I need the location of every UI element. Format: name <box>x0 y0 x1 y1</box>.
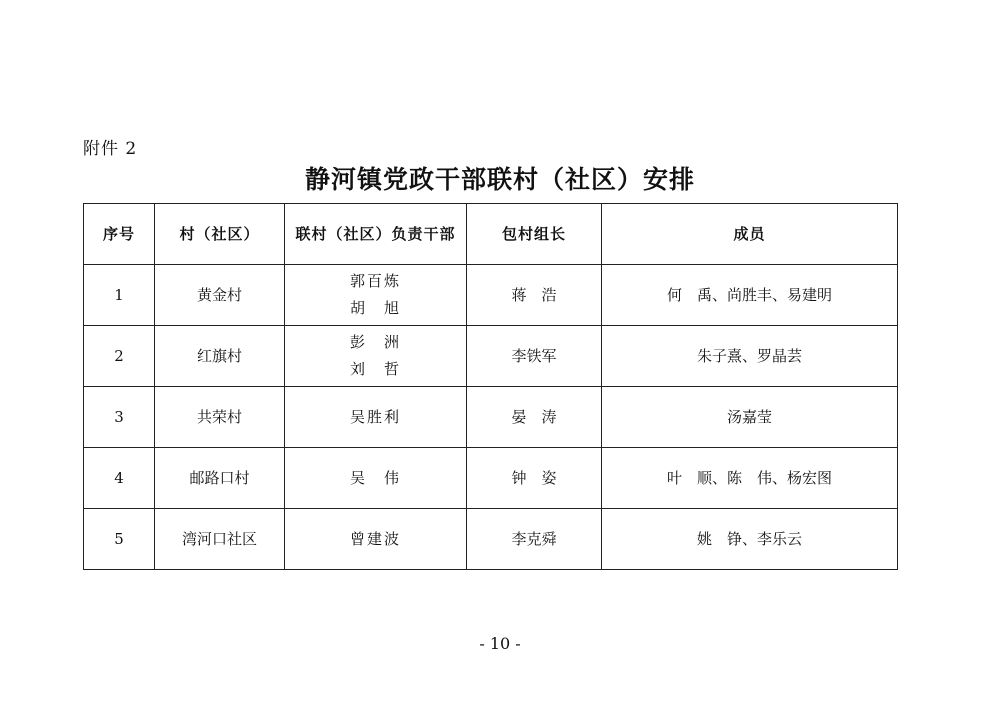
cell-responsible-cadre <box>285 448 467 509</box>
header-group-leader: 包村组长 <box>467 204 602 265</box>
cadre-name: 刘 哲 <box>349 360 401 378</box>
cell-members: 朱子熹、罗晶芸 <box>602 326 898 387</box>
table-row <box>84 509 898 570</box>
cadre-name: 吴 伟 <box>349 468 401 487</box>
cell-group-leader: 李克舜 <box>467 509 602 570</box>
document-title: 静河镇党政干部联村（社区）安排 <box>304 165 695 194</box>
cell-serial-number: 3 <box>84 387 155 448</box>
cell-village: 邮路口村 <box>155 448 285 509</box>
cell-village: 湾河口社区 <box>155 509 285 570</box>
header-serial-number: 序号 <box>84 204 155 265</box>
cadre-name: 吴胜利 <box>349 407 401 426</box>
cell-serial-number: 1 <box>84 265 155 326</box>
cell-responsible-cadre <box>285 387 467 448</box>
header-responsible-cadre: 联村（社区）负责干部 <box>285 204 467 265</box>
cell-village: 红旗村 <box>155 326 285 387</box>
cell-members: 何 禹、尚胜丰、易建明 <box>602 265 898 326</box>
cell-members: 叶 顺、陈 伟、杨宏图 <box>602 448 898 509</box>
header-members: 成员 <box>602 204 898 265</box>
table-row <box>84 265 898 326</box>
cell-village: 共荣村 <box>155 387 285 448</box>
table-row <box>84 448 898 509</box>
cell-village: 黄金村 <box>155 265 285 326</box>
cell-group-leader: 钟 姿 <box>467 448 602 509</box>
cell-serial-number: 2 <box>84 326 155 387</box>
cell-members: 姚 铮、李乐云 <box>602 509 898 570</box>
cadre-name: 郭百炼 <box>349 272 401 290</box>
cell-responsible-cadre <box>285 509 467 570</box>
cell-group-leader: 李铁军 <box>467 326 602 387</box>
cell-serial-number: 4 <box>84 448 155 509</box>
cell-group-leader: 蒋 浩 <box>467 265 602 326</box>
attachment-label: 附件 2 <box>83 139 138 159</box>
cell-serial-number: 5 <box>84 509 155 570</box>
cell-members: 汤嘉莹 <box>602 387 898 448</box>
header-village: 村（社区） <box>155 204 285 265</box>
cell-responsible-cadre <box>285 326 467 387</box>
cadre-name: 曾建波 <box>349 529 401 548</box>
cell-responsible-cadre <box>285 265 467 326</box>
cell-group-leader: 晏 涛 <box>467 387 602 448</box>
table-row <box>84 387 898 448</box>
arrangement-table <box>83 203 898 570</box>
cadre-name: 胡 旭 <box>349 299 401 317</box>
page-number: - 10 - <box>479 634 521 653</box>
table-row <box>84 326 898 387</box>
cadre-name: 彭 洲 <box>349 333 401 351</box>
table-header-row <box>84 204 898 265</box>
